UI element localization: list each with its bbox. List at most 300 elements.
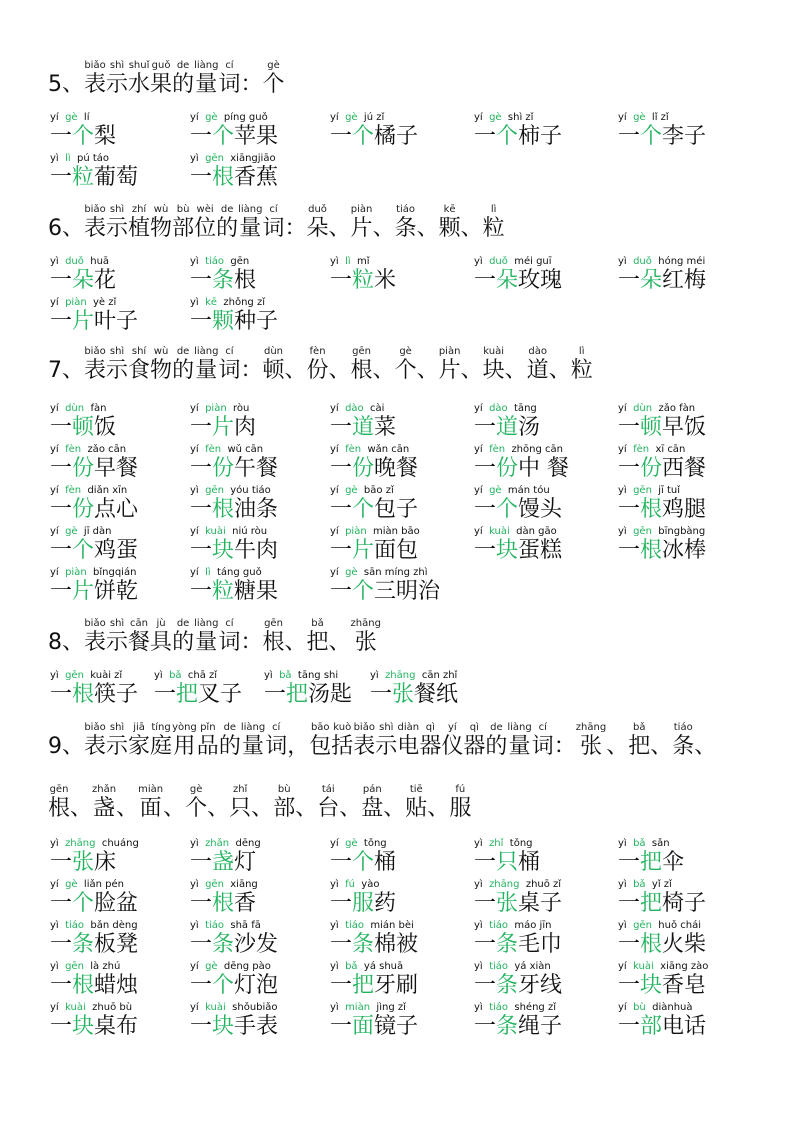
measure-word-item bbox=[618, 838, 684, 876]
item-pinyin bbox=[474, 256, 562, 268]
hanzi-yi: 一 bbox=[190, 1014, 213, 1039]
section-title-s9-line2 bbox=[48, 784, 471, 822]
pinyin-yi: yí bbox=[618, 961, 627, 972]
title-char bbox=[48, 722, 84, 760]
pinyin-measure-word: kuài bbox=[205, 526, 226, 537]
title-hanzi: 器 bbox=[419, 734, 442, 759]
hanzi-noun: 米 bbox=[374, 268, 397, 293]
title-pinyin: liàng bbox=[238, 204, 263, 215]
item-pinyin bbox=[330, 256, 396, 268]
hanzi-yi: 一 bbox=[190, 973, 213, 998]
item-pinyin bbox=[618, 112, 706, 124]
pinyin-yi: yì bbox=[618, 920, 627, 931]
hanzi-yi: 一 bbox=[190, 538, 213, 563]
pinyin-noun: xī cān bbox=[655, 444, 686, 455]
item-pinyin bbox=[50, 256, 116, 268]
title-hanzi: ： bbox=[240, 630, 263, 655]
title-pinyin: lì bbox=[578, 346, 585, 357]
item-pinyin bbox=[190, 403, 256, 415]
pinyin-measure-word: gè bbox=[65, 879, 78, 890]
measure-word-item bbox=[618, 256, 706, 294]
title-pinyin: tái bbox=[321, 784, 335, 795]
hanzi-measure-word: 把 bbox=[176, 682, 199, 707]
item-pinyin bbox=[330, 879, 396, 891]
hanzi-yi: 一 bbox=[50, 891, 73, 916]
title-hanzi: 7、 bbox=[48, 358, 84, 383]
title-char bbox=[218, 618, 240, 656]
pinyin-yi: yí bbox=[190, 403, 199, 414]
title-hanzi: 表 bbox=[84, 630, 107, 655]
pinyin-yi: yí bbox=[190, 526, 199, 537]
title-char bbox=[84, 346, 106, 384]
title-pinyin: biǎo bbox=[84, 722, 106, 733]
hanzi-measure-word: 根 bbox=[212, 165, 235, 190]
item-hanzi bbox=[330, 850, 396, 876]
hanzi-measure-word: 部 bbox=[640, 1014, 663, 1039]
title-hanzi: ， bbox=[287, 734, 310, 759]
pinyin-noun: diànhuà bbox=[652, 1002, 693, 1013]
hanzi-measure-word: 面 bbox=[352, 1014, 375, 1039]
item-pinyin bbox=[330, 485, 418, 497]
title-pinyin: cí bbox=[272, 722, 281, 733]
title-hanzi: 根 bbox=[48, 796, 71, 821]
hanzi-yi: 一 bbox=[50, 1014, 73, 1039]
pinyin-measure-word: gè bbox=[489, 485, 502, 496]
measure-word-item bbox=[618, 403, 706, 441]
hanzi-noun: 药 bbox=[374, 891, 397, 916]
hanzi-measure-word: 个 bbox=[496, 497, 519, 522]
title-char bbox=[128, 204, 150, 242]
hanzi-yi: 一 bbox=[618, 124, 641, 149]
title-char bbox=[251, 784, 273, 822]
title-hanzi: 植 bbox=[128, 216, 151, 241]
title-char bbox=[375, 722, 397, 760]
item-hanzi bbox=[190, 932, 278, 958]
item-hanzi bbox=[474, 538, 562, 564]
title-hanzi: 词 bbox=[218, 630, 241, 655]
pinyin-measure-word: zhǎn bbox=[205, 838, 230, 849]
item-hanzi bbox=[474, 268, 562, 294]
item-hanzi bbox=[618, 850, 684, 876]
hanzi-measure-word: 只 bbox=[496, 850, 519, 875]
item-hanzi bbox=[330, 415, 396, 441]
hanzi-yi: 一 bbox=[50, 497, 73, 522]
item-pinyin bbox=[190, 879, 258, 891]
title-char bbox=[483, 346, 505, 384]
title-char bbox=[287, 722, 309, 760]
title-char bbox=[240, 618, 262, 656]
title-char bbox=[48, 784, 70, 822]
measure-word-item bbox=[474, 112, 562, 150]
pinyin-yi: yí bbox=[50, 567, 59, 578]
title-char bbox=[361, 784, 383, 822]
title-char bbox=[285, 346, 307, 384]
item-hanzi bbox=[190, 415, 256, 441]
pinyin-noun: miàn bāo bbox=[373, 526, 420, 537]
item-hanzi bbox=[50, 579, 138, 605]
title-char bbox=[241, 722, 265, 760]
item-hanzi bbox=[618, 268, 706, 294]
pinyin-yi: yí bbox=[330, 485, 339, 496]
title-hanzi: ： bbox=[240, 358, 263, 383]
hanzi-noun: 床 bbox=[94, 850, 117, 875]
title-char bbox=[106, 722, 128, 760]
title-char bbox=[395, 346, 417, 384]
hanzi-noun: 毛巾 bbox=[518, 932, 563, 957]
pinyin-noun: huā bbox=[90, 256, 110, 267]
hanzi-noun: 牛肉 bbox=[234, 538, 279, 563]
pinyin-measure-word: gè bbox=[345, 838, 358, 849]
title-pinyin: de bbox=[176, 60, 190, 71]
pinyin-measure-word: gēn bbox=[205, 153, 224, 164]
pinyin-measure-word: piàn bbox=[65, 297, 87, 308]
section-title-s9 bbox=[48, 722, 716, 760]
hanzi-measure-word: 朵 bbox=[496, 268, 519, 293]
hanzi-noun: 叶子 bbox=[94, 309, 139, 334]
measure-word-item bbox=[330, 256, 396, 294]
pinyin-measure-word: dào bbox=[489, 403, 508, 414]
title-hanzi: 、 bbox=[372, 358, 395, 383]
pinyin-noun: tǒng bbox=[509, 838, 533, 849]
item-hanzi bbox=[330, 973, 418, 999]
pinyin-yi: yí bbox=[50, 444, 59, 455]
item-pinyin bbox=[264, 670, 352, 682]
title-hanzi: 朵 bbox=[306, 216, 329, 241]
hanzi-noun: 镜子 bbox=[374, 1014, 419, 1039]
pinyin-noun: tǒng bbox=[363, 838, 387, 849]
pinyin-yi: yì bbox=[474, 961, 483, 972]
item-hanzi bbox=[474, 932, 562, 958]
hanzi-measure-word: 服 bbox=[352, 891, 375, 916]
item-hanzi bbox=[50, 682, 138, 708]
title-char bbox=[150, 346, 172, 384]
item-pinyin bbox=[50, 485, 138, 497]
title-char bbox=[92, 784, 116, 822]
pinyin-measure-word: gēn bbox=[205, 485, 224, 496]
hanzi-noun: 早餐 bbox=[94, 456, 139, 481]
title-char bbox=[172, 204, 194, 242]
hanzi-yi: 一 bbox=[264, 682, 287, 707]
title-pinyin: bù bbox=[277, 784, 291, 795]
hanzi-yi: 一 bbox=[330, 932, 353, 957]
pinyin-measure-word: gēn bbox=[205, 879, 224, 890]
hanzi-measure-word: 张 bbox=[72, 850, 95, 875]
item-hanzi bbox=[474, 415, 540, 441]
title-char bbox=[650, 722, 672, 760]
item-pinyin bbox=[50, 961, 138, 973]
pinyin-yi: yí bbox=[474, 444, 483, 455]
item-pinyin bbox=[474, 879, 562, 891]
hanzi-yi: 一 bbox=[330, 891, 353, 916]
title-char bbox=[150, 60, 172, 98]
item-pinyin bbox=[618, 838, 684, 850]
pinyin-noun: lǐ zǐ bbox=[651, 112, 669, 123]
title-pinyin: biǎo bbox=[84, 60, 106, 71]
title-hanzi: 、 bbox=[460, 358, 483, 383]
title-pinyin: duǒ bbox=[308, 204, 327, 215]
measure-word-item bbox=[330, 444, 418, 482]
title-pinyin: kuài bbox=[483, 346, 505, 357]
pinyin-yi: yí bbox=[474, 485, 483, 496]
hanzi-measure-word: 把 bbox=[640, 891, 663, 916]
measure-word-item bbox=[190, 961, 278, 999]
hanzi-measure-word: 把 bbox=[640, 850, 663, 875]
title-char bbox=[172, 60, 194, 98]
pinyin-noun: mǐ bbox=[356, 256, 370, 267]
title-hanzi: 词 bbox=[531, 734, 554, 759]
hanzi-noun: 脸盆 bbox=[94, 891, 139, 916]
hanzi-measure-word: 把 bbox=[352, 973, 375, 998]
item-hanzi bbox=[618, 891, 706, 917]
title-pinyin: lì bbox=[490, 204, 497, 215]
title-char bbox=[329, 346, 351, 384]
pinyin-noun: cān zhǐ bbox=[421, 670, 458, 681]
title-hanzi: 块 bbox=[482, 358, 505, 383]
pinyin-yi: yì bbox=[330, 256, 339, 267]
hanzi-yi: 一 bbox=[474, 973, 497, 998]
pinyin-yi: yì bbox=[618, 526, 627, 537]
pinyin-measure-word: duǒ bbox=[633, 256, 652, 267]
item-hanzi bbox=[50, 124, 116, 150]
pinyin-yi: yì bbox=[618, 879, 627, 890]
hanzi-noun: 种子 bbox=[234, 309, 279, 334]
title-hanzi: 表 bbox=[84, 216, 107, 241]
measure-word-item bbox=[618, 112, 706, 150]
title-hanzi: 词 bbox=[218, 358, 241, 383]
measure-word-item bbox=[190, 256, 256, 294]
pinyin-measure-word: gēn bbox=[65, 961, 84, 972]
pinyin-yi: yì bbox=[190, 153, 199, 164]
item-pinyin bbox=[190, 153, 278, 165]
hanzi-measure-word: 根 bbox=[640, 538, 663, 563]
pinyin-noun: bīngbàng bbox=[658, 526, 706, 537]
title-hanzi: ： bbox=[240, 72, 263, 97]
title-char bbox=[128, 60, 150, 98]
title-hanzi: 、 bbox=[251, 796, 274, 821]
hanzi-measure-word: 份 bbox=[496, 456, 519, 481]
measure-word-item bbox=[618, 920, 706, 958]
hanzi-measure-word: 个 bbox=[72, 891, 95, 916]
title-pinyin: shí bbox=[131, 346, 147, 357]
measure-word-item bbox=[618, 961, 708, 999]
pinyin-noun: bāo zǐ bbox=[363, 485, 394, 496]
item-hanzi bbox=[474, 1014, 562, 1040]
pinyin-measure-word: zhāng bbox=[489, 879, 520, 890]
item-hanzi bbox=[50, 1014, 138, 1040]
item-pinyin bbox=[330, 961, 418, 973]
pinyin-yi: yì bbox=[50, 670, 59, 681]
title-hanzi: 物 bbox=[150, 216, 173, 241]
pinyin-yi: yí bbox=[50, 297, 59, 308]
pinyin-yi: yí bbox=[50, 403, 59, 414]
item-hanzi bbox=[190, 538, 278, 564]
measure-word-item bbox=[50, 403, 116, 441]
pinyin-yi: yí bbox=[190, 567, 199, 578]
pinyin-noun: diǎn xīn bbox=[87, 485, 128, 496]
pinyin-noun: méi guī bbox=[514, 256, 552, 267]
measure-word-item bbox=[50, 297, 138, 335]
hanzi-yi: 一 bbox=[618, 850, 641, 875]
measure-word-item bbox=[264, 670, 352, 708]
hanzi-yi: 一 bbox=[50, 268, 73, 293]
item-hanzi bbox=[474, 850, 540, 876]
section-title-s5 bbox=[48, 60, 285, 98]
title-char bbox=[194, 346, 218, 384]
item-hanzi bbox=[50, 538, 138, 564]
title-char bbox=[309, 722, 331, 760]
title-char bbox=[549, 346, 571, 384]
hanzi-measure-word: 朵 bbox=[72, 268, 95, 293]
hanzi-noun: 晚餐 bbox=[374, 456, 419, 481]
title-hanzi: 、 bbox=[328, 216, 351, 241]
pinyin-noun: jú zǐ bbox=[363, 112, 385, 123]
title-pinyin: shì bbox=[109, 204, 125, 215]
pinyin-yi: yì bbox=[50, 961, 59, 972]
pinyin-noun: xiāng zào bbox=[660, 961, 709, 972]
title-pinyin: wù bbox=[153, 346, 169, 357]
hanzi-yi: 一 bbox=[190, 268, 213, 293]
measure-word-item bbox=[50, 879, 138, 917]
item-hanzi bbox=[154, 682, 242, 708]
pinyin-yi: yì bbox=[618, 256, 627, 267]
hanzi-measure-word: 条 bbox=[212, 268, 235, 293]
pinyin-measure-word: fú bbox=[345, 879, 355, 890]
title-hanzi: 的 bbox=[172, 358, 195, 383]
title-hanzi: 仪 bbox=[441, 734, 464, 759]
pinyin-measure-word: zhǐ bbox=[489, 838, 504, 849]
item-hanzi bbox=[264, 682, 352, 708]
pinyin-noun: shǒubiǎo bbox=[232, 1002, 278, 1013]
title-pinyin: de bbox=[220, 204, 234, 215]
title-hanzi: 片 bbox=[350, 216, 373, 241]
hanzi-measure-word: 个 bbox=[212, 973, 235, 998]
hanzi-noun: 早饭 bbox=[662, 415, 707, 440]
hanzi-noun: 苹果 bbox=[234, 124, 279, 149]
pinyin-yi: yí bbox=[330, 444, 339, 455]
hanzi-noun: 棉被 bbox=[374, 932, 419, 957]
title-hanzi: 、 bbox=[460, 216, 483, 241]
pinyin-yi: yì bbox=[474, 879, 483, 890]
title-hanzi: 、 bbox=[416, 216, 439, 241]
hanzi-yi: 一 bbox=[50, 682, 73, 707]
title-hanzi: 表 bbox=[84, 358, 107, 383]
hanzi-yi: 一 bbox=[190, 932, 213, 957]
title-pinyin: piàn bbox=[350, 204, 373, 215]
hanzi-measure-word: 片 bbox=[212, 415, 235, 440]
pinyin-measure-word: fèn bbox=[205, 444, 222, 455]
title-char bbox=[106, 618, 128, 656]
measure-word-item bbox=[330, 879, 396, 917]
hanzi-noun: 面包 bbox=[374, 538, 419, 563]
title-hanzi: 面 bbox=[139, 796, 162, 821]
pinyin-noun: cài bbox=[370, 403, 385, 414]
hanzi-yi: 一 bbox=[330, 268, 353, 293]
hanzi-measure-word: 张 bbox=[392, 682, 415, 707]
measure-word-item bbox=[50, 112, 116, 150]
title-char bbox=[554, 722, 576, 760]
title-pinyin: zhāng bbox=[575, 722, 607, 733]
item-pinyin bbox=[474, 403, 540, 415]
title-pinyin: piàn bbox=[438, 346, 461, 357]
title-hanzi: 颗 bbox=[438, 216, 461, 241]
pinyin-measure-word: dùn bbox=[633, 403, 653, 414]
pinyin-noun: wǔ cān bbox=[227, 444, 264, 455]
item-hanzi bbox=[190, 579, 278, 605]
hanzi-noun: 电话 bbox=[662, 1014, 707, 1039]
title-hanzi: 、 bbox=[339, 796, 362, 821]
title-char bbox=[84, 618, 106, 656]
title-char bbox=[106, 60, 128, 98]
hanzi-noun: 饼乾 bbox=[94, 579, 139, 604]
title-char bbox=[262, 618, 284, 656]
pinyin-measure-word: miàn bbox=[345, 1002, 371, 1013]
item-pinyin bbox=[474, 485, 562, 497]
title-char bbox=[172, 346, 194, 384]
item-hanzi bbox=[190, 850, 261, 876]
title-hanzi: 粒 bbox=[570, 358, 593, 383]
hanzi-yi: 一 bbox=[50, 415, 73, 440]
title-pinyin: shì bbox=[109, 60, 125, 71]
title-pinyin: zhāng bbox=[350, 618, 381, 629]
item-hanzi bbox=[50, 165, 138, 191]
pinyin-measure-word: gè bbox=[65, 112, 78, 123]
pinyin-yi: yí bbox=[190, 1002, 199, 1013]
title-hanzi: ： bbox=[553, 734, 576, 759]
hanzi-yi: 一 bbox=[370, 682, 393, 707]
pinyin-noun: tāng shi bbox=[297, 670, 339, 681]
hanzi-yi: 一 bbox=[50, 165, 73, 190]
title-hanzi: 8、 bbox=[48, 630, 84, 655]
pinyin-noun: gēn bbox=[230, 256, 250, 267]
title-hanzi: 器 bbox=[463, 734, 486, 759]
title-hanzi: 示 bbox=[106, 734, 129, 759]
hanzi-noun: 筷子 bbox=[94, 682, 139, 707]
measure-word-item bbox=[474, 838, 540, 876]
hanzi-yi: 一 bbox=[330, 579, 353, 604]
title-char bbox=[331, 722, 353, 760]
title-hanzi: 条 bbox=[394, 216, 417, 241]
measure-word-item bbox=[330, 403, 396, 441]
pinyin-measure-word: tiáo bbox=[489, 961, 509, 972]
item-pinyin bbox=[330, 444, 418, 456]
hanzi-yi: 一 bbox=[474, 932, 497, 957]
title-char bbox=[483, 204, 505, 242]
pinyin-yi: yí bbox=[50, 1002, 59, 1013]
hanzi-yi: 一 bbox=[330, 456, 353, 481]
hanzi-measure-word: 根 bbox=[212, 497, 235, 522]
title-char bbox=[48, 618, 84, 656]
hanzi-noun: 玫瑰 bbox=[518, 268, 563, 293]
pinyin-measure-word: gè bbox=[345, 485, 358, 496]
measure-word-item bbox=[474, 403, 540, 441]
measure-word-item bbox=[50, 485, 138, 523]
measure-word-item bbox=[330, 567, 440, 605]
title-pinyin: biǎo bbox=[84, 204, 106, 215]
pinyin-measure-word: gēn bbox=[633, 485, 652, 496]
pinyin-measure-word: fèn bbox=[345, 444, 362, 455]
item-hanzi bbox=[190, 309, 278, 335]
pinyin-measure-word: duǒ bbox=[65, 256, 84, 267]
title-char bbox=[194, 60, 218, 98]
pinyin-noun: zhǒng zǐ bbox=[223, 297, 265, 308]
title-char bbox=[70, 784, 92, 822]
section-title-s6 bbox=[48, 204, 505, 242]
hanzi-yi: 一 bbox=[330, 1014, 353, 1039]
title-hanzi: 示 bbox=[106, 358, 129, 383]
hanzi-noun: 灯 bbox=[234, 850, 257, 875]
pinyin-yi: yí bbox=[618, 444, 627, 455]
hanzi-measure-word: 片 bbox=[352, 538, 375, 563]
